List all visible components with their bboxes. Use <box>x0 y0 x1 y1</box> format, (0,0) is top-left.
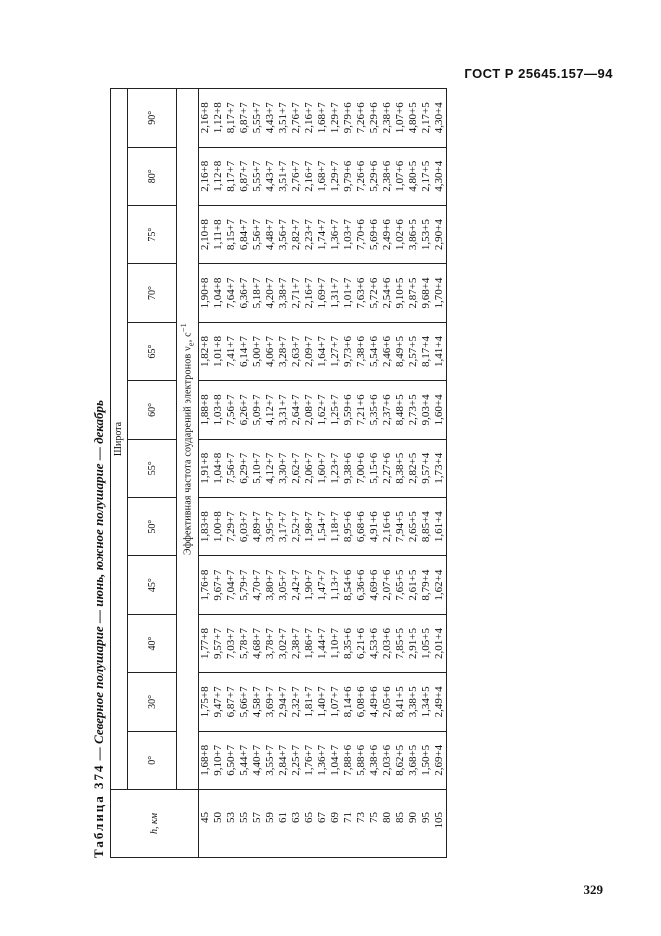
table-title <box>88 88 110 858</box>
table-cell: 7,88+6 <box>342 744 355 776</box>
table-cell: 2,27+6 <box>381 452 394 484</box>
table-cell: 1,76+7 <box>303 744 316 776</box>
latitude-column <box>199 322 447 380</box>
table-cell: 1,40+7 <box>316 686 329 718</box>
table-cell: 2,03+6 <box>381 628 394 659</box>
table-cell: 4,68+7 <box>251 628 264 659</box>
table-cell: 1,44+7 <box>316 628 329 659</box>
table-cell: 7,03+7 <box>225 628 238 659</box>
table-cell: 8,41+5 <box>394 686 407 718</box>
table-cell: 2,76+7 <box>290 102 303 134</box>
latitude-header: 0° <box>128 731 177 789</box>
quantity-header-unit: , с <box>182 332 194 343</box>
table-cell: 1,64+7 <box>316 335 329 367</box>
table-cell: 1,36+7 <box>329 219 342 251</box>
quantity-header-text: Эффективная частота соударений электронов ν <box>182 346 194 556</box>
table-cell: 1,91+8 <box>199 452 212 484</box>
height-value: 53 <box>225 812 238 823</box>
table-cell: 1,62+7 <box>316 394 329 426</box>
latitude-column <box>199 497 447 555</box>
table-cell: 3,86+5 <box>407 219 420 251</box>
latitude-header-row <box>128 89 177 858</box>
table-cell: 8,48+5 <box>394 394 407 426</box>
table-cell: 7,70+6 <box>355 219 368 251</box>
table-cell: 5,69+6 <box>368 219 381 251</box>
table-cell: 3,56+7 <box>277 219 290 251</box>
table-cell: 3,68+5 <box>407 744 420 776</box>
latitude-column <box>199 439 447 497</box>
table-cell: 1,88+8 <box>199 394 212 426</box>
table-cell: 1,13+7 <box>329 569 342 601</box>
table-cell: 1,29+7 <box>329 160 342 192</box>
table-cell: 1,76+8 <box>199 569 212 601</box>
latitude-column <box>199 264 447 322</box>
table-cell: 9,03+4 <box>420 394 433 426</box>
latitude-header: 80° <box>128 147 177 205</box>
table-cell: 4,70+7 <box>251 569 264 601</box>
table-cell: 2,65+5 <box>407 511 420 543</box>
table-cell: 3,69+7 <box>264 686 277 718</box>
table-cell: 1,03+8 <box>212 394 225 426</box>
table-cell: 5,44+7 <box>238 744 251 776</box>
table-cell: 3,55+7 <box>264 744 277 776</box>
latitude-header: 70° <box>128 264 177 322</box>
table-cell: 6,50+7 <box>225 744 238 776</box>
table-cell: 1,60+7 <box>316 452 329 484</box>
table-cell: 1,69+7 <box>316 277 329 309</box>
table-cell: 2,10+8 <box>199 219 212 251</box>
table-cell: 4,40+7 <box>251 744 264 776</box>
table-cell: 6,87+7 <box>238 160 251 192</box>
table-cell: 2,57+5 <box>407 335 420 367</box>
latitude-header: 65° <box>128 322 177 380</box>
table-cell: 1,41+4 <box>433 335 446 367</box>
table-cell: 4,48+7 <box>264 219 277 251</box>
height-value: 69 <box>329 812 342 823</box>
table-cell: 1,07+7 <box>329 686 342 718</box>
table-cell: 6,87+7 <box>238 102 251 134</box>
table-cell: 1,03+7 <box>342 219 355 251</box>
table-cell: 9,79+6 <box>342 160 355 192</box>
table-cell: 4,91+6 <box>368 511 381 543</box>
latitude-header: 55° <box>128 439 177 497</box>
table-cell: 3,78+7 <box>264 628 277 659</box>
table-cell: 9,57+4 <box>420 452 433 484</box>
table-cell: 2,23+7 <box>303 219 316 251</box>
table-cell: 4,43+7 <box>264 160 277 192</box>
table-cell: 6,87+7 <box>225 686 238 718</box>
table-cell: 5,35+6 <box>368 394 381 426</box>
table-cell: 1,23+7 <box>329 452 342 484</box>
table-cell: 1,54+7 <box>316 511 329 543</box>
table-cell: 4,30+4 <box>433 160 446 192</box>
table-cell: 1,10+7 <box>329 628 342 659</box>
table-cell: 2,09+7 <box>303 335 316 367</box>
latitude-column <box>199 673 447 731</box>
table-cell: 1,77+8 <box>199 628 212 659</box>
height-value: 50 <box>212 812 225 823</box>
height-value: 57 <box>251 812 264 823</box>
table-cell: 4,30+4 <box>433 102 446 134</box>
table-cell: 7,29+7 <box>225 511 238 543</box>
table-cell: 1,70+4 <box>433 277 446 309</box>
table-cell: 2,05+6 <box>381 686 394 718</box>
table-cell: 7,85+5 <box>394 628 407 659</box>
table-cell: 7,26+6 <box>355 160 368 192</box>
table-cell: 5,10+7 <box>251 452 264 484</box>
table-cell: 4,58+7 <box>251 686 264 718</box>
table-cell: 5,29+6 <box>368 160 381 192</box>
table-cell: 7,04+7 <box>225 569 238 601</box>
quantity-header <box>177 89 199 790</box>
table-cell: 9,47+7 <box>212 686 225 718</box>
height-value: 61 <box>277 812 290 823</box>
table-cell: 1,90+7 <box>303 569 316 601</box>
table-cell: 1,05+5 <box>420 628 433 659</box>
table-cell: 9,59+6 <box>342 394 355 426</box>
table-cell: 1,81+7 <box>303 686 316 718</box>
table-cell: 1,25+7 <box>329 394 342 426</box>
table-cell: 2,16+8 <box>199 102 212 134</box>
table-cell: 2,16+7 <box>303 160 316 192</box>
table-cell: 1,01+7 <box>342 277 355 309</box>
quantity-header-subscript: e <box>186 342 196 347</box>
table-cell: 4,69+6 <box>368 569 381 601</box>
table-cell: 1,27+7 <box>329 335 342 367</box>
table-cell: 1,04+7 <box>329 744 342 776</box>
table-cell: 6,36+6 <box>355 569 368 601</box>
latitude-header: 30° <box>128 673 177 731</box>
table-cell: 5,15+6 <box>368 452 381 484</box>
table-cell: 5,09+7 <box>251 394 264 426</box>
height-value: 63 <box>290 812 303 823</box>
table-cell: 5,29+6 <box>368 102 381 134</box>
table-cell: 1,07+6 <box>394 102 407 134</box>
table-cell: 1,73+4 <box>433 452 446 484</box>
table-cell: 6,68+6 <box>355 511 368 543</box>
table-cell: 4,12+7 <box>264 394 277 426</box>
latitude-column <box>199 89 447 148</box>
table-cell: 2,84+7 <box>277 744 290 776</box>
latitude-column <box>199 556 447 614</box>
table-cell: 2,38+6 <box>381 102 394 134</box>
table-cell: 1,01+8 <box>212 335 225 367</box>
page-number: 329 <box>583 882 603 897</box>
height-value: 90 <box>407 812 420 823</box>
table-cell: 8,95+6 <box>342 511 355 543</box>
table-cell: 2,61+5 <box>407 569 420 601</box>
table-cell: 9,79+6 <box>342 102 355 134</box>
table-cell: 1,68+8 <box>199 744 212 776</box>
table-cell: 1,60+4 <box>433 394 446 426</box>
table-cell: 5,66+7 <box>238 686 251 718</box>
table-block <box>88 88 447 858</box>
table-cell: 4,80+5 <box>407 102 420 134</box>
table-cell: 3,31+7 <box>277 394 290 426</box>
table-cell: 2,62+7 <box>290 452 303 484</box>
table-cell: 2,06+7 <box>303 452 316 484</box>
table-cell: 7,21+6 <box>355 394 368 426</box>
table-cell: 6,21+6 <box>355 628 368 659</box>
table-cell: 2,87+5 <box>407 277 420 309</box>
latitude-column <box>199 147 447 205</box>
table-cell: 2,63+7 <box>290 335 303 367</box>
table-cell: 2,54+6 <box>381 277 394 309</box>
table-cell: 1,68+7 <box>316 102 329 134</box>
latitude-header: 90° <box>128 89 177 148</box>
table-cell: 2,07+6 <box>381 569 394 601</box>
table-cell: 3,95+7 <box>264 511 277 543</box>
table-cell: 9,67+7 <box>212 569 225 601</box>
table-cell: 4,89+7 <box>251 511 264 543</box>
height-value: 73 <box>355 812 368 823</box>
table-cell: 5,54+6 <box>368 335 381 367</box>
table-cell: 9,68+4 <box>420 277 433 309</box>
table-cell: 5,56+7 <box>251 219 264 251</box>
table-cell: 2,82+7 <box>290 219 303 251</box>
table-cell: 3,80+7 <box>264 569 277 601</box>
table-cell: 2,17+5 <box>420 160 433 192</box>
table-cell: 7,26+6 <box>355 102 368 134</box>
table-cell: 1,86+7 <box>303 628 316 659</box>
table-cell: 8,54+6 <box>342 569 355 601</box>
table-cell: 5,00+7 <box>251 335 264 367</box>
table-label: Таблица 374 <box>91 763 106 858</box>
table-cell: 8,85+4 <box>420 511 433 543</box>
latitude-column <box>199 381 447 439</box>
table-cell: 3,38+7 <box>277 277 290 309</box>
table-cell: 6,84+7 <box>238 219 251 251</box>
table-cell: 9,38+6 <box>342 452 355 484</box>
table-cell: 8,17+7 <box>225 102 238 134</box>
table-cell: 1,47+7 <box>316 569 329 601</box>
height-value: 75 <box>368 812 381 823</box>
table-cell: 4,53+6 <box>368 628 381 659</box>
latitude-header: 40° <box>128 614 177 672</box>
table-cell: 4,38+6 <box>368 744 381 776</box>
table-cell: 1,68+7 <box>316 160 329 192</box>
table-cell: 2,16+8 <box>199 160 212 192</box>
table-cell: 7,94+5 <box>394 511 407 543</box>
table-cell: 7,56+7 <box>225 394 238 426</box>
table-cell: 5,79+7 <box>238 569 251 601</box>
table-cell: 2,25+7 <box>290 744 303 776</box>
table-cell: 2,32+7 <box>290 686 303 718</box>
table-cell: 7,56+7 <box>225 452 238 484</box>
table-cell: 1,62+4 <box>433 569 446 601</box>
latitude-header: 60° <box>128 381 177 439</box>
table-cell: 2,03+6 <box>381 744 394 776</box>
table-cell: 2,16+7 <box>303 277 316 309</box>
table-cell: 4,80+5 <box>407 160 420 192</box>
table-cell: 1,18+7 <box>329 511 342 543</box>
table-cell: 5,72+6 <box>368 277 381 309</box>
table-cell: 6,36+7 <box>238 277 251 309</box>
table-cell: 1,04+8 <box>212 277 225 309</box>
table-cell: 7,63+6 <box>355 277 368 309</box>
table-cell: 1,11+8 <box>212 219 225 250</box>
collision-frequency-table <box>110 88 447 858</box>
table-cell: 1,74+7 <box>316 219 329 251</box>
table-cell: 3,51+7 <box>277 102 290 134</box>
table-cell: 1,04+8 <box>212 452 225 484</box>
table-cell: 2,46+6 <box>381 335 394 367</box>
height-column-header: h, км <box>111 790 199 858</box>
latitude-column <box>199 614 447 672</box>
table-cell: 8,79+4 <box>420 569 433 601</box>
height-value: 65 <box>303 812 316 823</box>
table-cell: 8,35+6 <box>342 628 355 659</box>
table-cell: 2,73+5 <box>407 394 420 426</box>
table-cell: 1,98+7 <box>303 511 316 543</box>
table-cell: 7,64+7 <box>225 277 238 309</box>
height-value: 59 <box>264 812 277 823</box>
table-cell: 7,00+6 <box>355 452 368 484</box>
table-cell: 1,61+4 <box>433 511 446 543</box>
table-cell: 6,29+7 <box>238 452 251 484</box>
table-cell: 3,38+5 <box>407 686 420 718</box>
table-cell: 1,75+8 <box>199 686 212 718</box>
height-value: 85 <box>394 812 407 823</box>
document-code: ГОСТ Р 25645.157—94 <box>464 66 613 81</box>
table-cell: 1,83+8 <box>199 511 212 543</box>
latitude-group-header: Широта <box>111 89 128 790</box>
table-cell: 3,30+7 <box>277 452 290 484</box>
table-cell: 4,20+7 <box>264 277 277 309</box>
table-cell: 2,01+4 <box>433 628 446 659</box>
table-cell: 2,37+6 <box>381 394 394 426</box>
table-cell: 8,38+5 <box>394 452 407 484</box>
table-cell: 2,71+7 <box>290 277 303 309</box>
table-cell: 7,38+6 <box>355 335 368 367</box>
table-cell: 9,10+7 <box>212 744 225 776</box>
table-cell: 3,05+7 <box>277 569 290 601</box>
table-cell: 2,38+6 <box>381 160 394 192</box>
table-cell: 4,06+7 <box>264 335 277 367</box>
table-cell: 8,49+5 <box>394 335 407 367</box>
latitude-column <box>199 731 447 789</box>
table-cell: 8,17+4 <box>420 335 433 367</box>
table-cell: 2,91+5 <box>407 628 420 659</box>
table-cell: 1,53+5 <box>420 219 433 251</box>
table-cell: 6,14+7 <box>238 335 251 367</box>
table-cell: 2,42+7 <box>290 569 303 601</box>
height-value: 55 <box>238 812 251 823</box>
table-cell: 4,12+7 <box>264 452 277 484</box>
table-cell: 2,38+7 <box>290 628 303 659</box>
table-cell: 8,17+7 <box>225 160 238 192</box>
height-value: 71 <box>342 812 355 823</box>
table-cell: 9,10+5 <box>394 277 407 309</box>
table-cell: 2,17+5 <box>420 102 433 134</box>
table-cell: 1,34+5 <box>420 686 433 718</box>
table-cell: 3,28+7 <box>277 335 290 367</box>
table-cell: 9,57+7 <box>212 628 225 659</box>
table-cell: 7,41+7 <box>225 335 238 367</box>
height-value: 105 <box>433 812 446 829</box>
table-cell: 4,49+6 <box>368 686 381 718</box>
table-cell: 6,03+7 <box>238 511 251 543</box>
table-cell: 3,51+7 <box>277 160 290 192</box>
table-cell: 2,69+4 <box>433 744 446 776</box>
table-cell: 1,02+6 <box>394 219 407 251</box>
table-cell: 1,90+8 <box>199 277 212 309</box>
latitude-column <box>199 205 447 263</box>
table-cell: 7,65+5 <box>394 569 407 601</box>
table-cell: 2,90+4 <box>433 219 446 251</box>
table-cell: 1,00+8 <box>212 511 225 543</box>
height-column <box>199 790 447 858</box>
table-cell: 2,64+7 <box>290 394 303 426</box>
height-value: 95 <box>420 812 433 823</box>
table-cell: 2,49+6 <box>381 219 394 251</box>
table-cell: 1,31+7 <box>329 277 342 309</box>
table-cell: 3,02+7 <box>277 628 290 659</box>
table-cell: 9,73+6 <box>342 335 355 367</box>
table-cell: 4,43+7 <box>264 102 277 134</box>
table-cell: 8,15+7 <box>225 219 238 251</box>
table-cell: 3,17+7 <box>277 511 290 543</box>
table-body-row <box>199 89 447 858</box>
table-cell: 1,07+6 <box>394 160 407 192</box>
latitude-header: 50° <box>128 497 177 555</box>
table-cell: 2,08+7 <box>303 394 316 426</box>
table-cell: 6,08+6 <box>355 686 368 718</box>
table-cell: 5,55+7 <box>251 102 264 134</box>
table-cell: 1,50+5 <box>420 744 433 776</box>
table-cell: 1,12+8 <box>212 102 225 134</box>
table-cell: 2,82+5 <box>407 452 420 484</box>
table-cell: 6,26+7 <box>238 394 251 426</box>
table-cell: 8,62+5 <box>394 744 407 776</box>
height-value: 80 <box>381 812 394 823</box>
quantity-header-exponent: −1 <box>179 322 188 333</box>
table-cell: 2,52+7 <box>290 511 303 543</box>
table-cell: 2,16+6 <box>381 511 394 543</box>
table-cell: 1,36+7 <box>316 744 329 776</box>
table-cell: 2,94+7 <box>277 686 290 718</box>
table-cell: 5,55+7 <box>251 160 264 192</box>
latitude-header: 45° <box>128 556 177 614</box>
table-cell: 2,49+4 <box>433 686 446 718</box>
table-cell: 2,76+7 <box>290 160 303 192</box>
table-description: — Северное полушарие — июнь, южное полушарие — декабрь <box>91 400 106 761</box>
height-value: 45 <box>199 812 212 823</box>
table-cell: 2,16+7 <box>303 102 316 134</box>
height-value: 67 <box>316 812 329 823</box>
table-cell: 5,88+6 <box>355 744 368 776</box>
table-cell: 1,12+8 <box>212 160 225 192</box>
table-cell: 1,29+7 <box>329 102 342 134</box>
latitude-header: 75° <box>128 205 177 263</box>
table-cell: 8,14+6 <box>342 686 355 718</box>
table-cell: 5,18+7 <box>251 277 264 309</box>
table-cell: 1,82+8 <box>199 335 212 367</box>
table-cell: 5,78+7 <box>238 628 251 659</box>
